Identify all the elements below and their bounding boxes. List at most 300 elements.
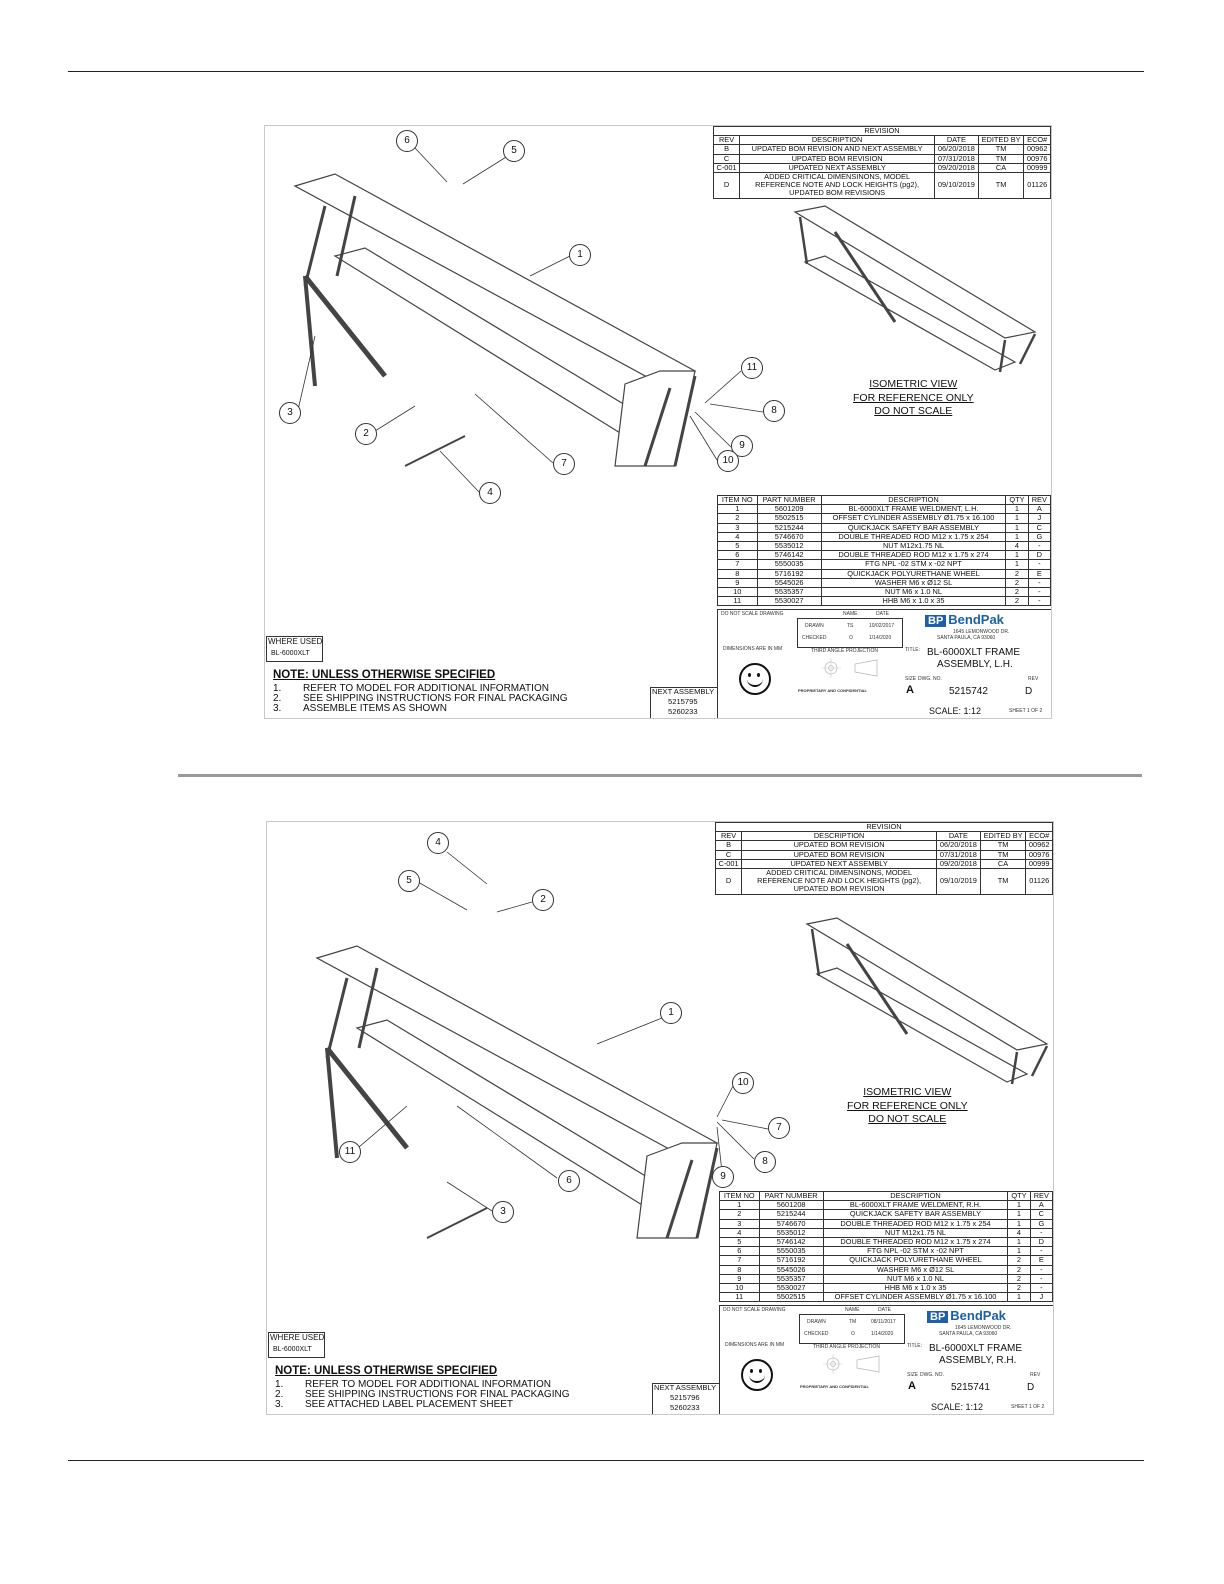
rev-cell: - <box>1028 578 1050 587</box>
eco-cell: 00999 <box>1024 163 1051 172</box>
iso-upright <box>1020 334 1035 364</box>
part-number-cell: 5502515 <box>757 514 821 523</box>
item-no-cell: 5 <box>720 1238 760 1247</box>
part-number-cell: 5746142 <box>757 551 821 560</box>
item-callout: 1 <box>660 1002 682 1024</box>
item-no-cell: 10 <box>718 588 758 597</box>
item-callout: 10 <box>732 1072 754 1094</box>
drawing-sheet-lh <box>264 125 1052 719</box>
drawn-date: 08/11/2017 <box>871 1319 896 1325</box>
item-no-cell: 1 <box>720 1201 760 1210</box>
qty-cell: 1 <box>1008 1238 1030 1247</box>
checked-name: O <box>849 635 853 641</box>
date-cell: 07/31/2018 <box>935 154 979 163</box>
logo-mark: BP <box>925 615 946 627</box>
drawing-number: 5215742 <box>949 686 988 697</box>
address-line-1: 1645 LEMONWOOD DR. <box>955 1325 1012 1331</box>
qty-header: QTY <box>1008 1192 1030 1201</box>
callout-leader <box>705 371 741 403</box>
description-cell: DOUBLE THREADED ROD M12 x 1.75 x 274 <box>823 1238 1008 1247</box>
next-assembly-label: NEXT ASSEMBLY <box>652 687 715 696</box>
rev-cell: C <box>1030 1210 1052 1219</box>
description-cell: ADDED CRITICAL DIMENSINONS, MODEL REFERENCE NOTE AND LOCK HEIGHTS (pg2), UPDATED BOM REVISION <box>742 869 937 895</box>
qty-cell: 4 <box>1006 542 1028 551</box>
iso-note-line: ISOMETRIC VIEW <box>863 1086 952 1098</box>
revision-row <box>716 850 1053 859</box>
where-used-value: BL-6000XLT <box>271 650 310 657</box>
threaded-rod <box>405 436 465 466</box>
qty-cell: 1 <box>1006 532 1028 541</box>
part-number-cell: 5716192 <box>757 569 821 578</box>
note-number: 3. <box>275 1399 284 1410</box>
description-cell: NUT M12x1.75 NL <box>823 1228 1008 1237</box>
item-no-cell: 4 <box>720 1228 760 1237</box>
rev-cell: G <box>1028 532 1050 541</box>
checked-label: CHECKED <box>804 1331 829 1337</box>
revision-value: D <box>1025 686 1033 697</box>
iso-upright <box>800 217 807 264</box>
edited-by-cell: TM <box>980 841 1026 850</box>
eco-cell: 00962 <box>1024 145 1051 154</box>
item-callout: 11 <box>339 1141 361 1163</box>
scale-value: SCALE: 1:12 <box>931 1402 984 1412</box>
rev-label: REV <box>1030 1372 1041 1378</box>
part-number-cell: 5545026 <box>757 578 821 587</box>
revision-value: D <box>1027 1382 1035 1393</box>
note-number: 2. <box>273 693 282 704</box>
item-callout: 5 <box>503 140 525 162</box>
name-label: NAME <box>845 1307 860 1313</box>
rev-cell: - <box>1030 1265 1052 1274</box>
projection-label: THIRD ANGLE PROJECTION <box>811 648 878 654</box>
qty-cell: 2 <box>1008 1284 1030 1293</box>
item-no-cell: 3 <box>720 1219 760 1228</box>
description-cell: UPDATED BOM REVISION <box>740 154 935 163</box>
item-no-header: ITEM NO <box>720 1192 760 1201</box>
item-callout: 5 <box>398 870 420 892</box>
part-number-cell: 5550035 <box>759 1247 823 1256</box>
proprietary-title: PROPRIETARY AND CONFIDENTIAL <box>798 688 867 693</box>
rev-cell: - <box>1030 1274 1052 1283</box>
rev-cell: D <box>716 869 742 895</box>
item-callout: 7 <box>553 453 575 475</box>
note-text: REFER TO MODEL FOR ADDITIONAL INFORMATION <box>305 1379 551 1390</box>
note-text: REFER TO MODEL FOR ADDITIONAL INFORMATION <box>303 683 549 694</box>
note-number: 2. <box>275 1389 284 1400</box>
drawn-date: 10/02/2017 <box>869 623 895 629</box>
rev-cell: C <box>716 850 742 859</box>
qty-cell: 4 <box>1008 1228 1030 1237</box>
eco-cell: 00999 <box>1026 859 1053 868</box>
notes-title: NOTE: UNLESS OTHERWISE SPECIFIED <box>273 669 496 681</box>
callout-leader <box>447 852 487 884</box>
part-number-cell: 5215244 <box>757 523 821 532</box>
item-no-cell: 6 <box>718 551 758 560</box>
drawn-label: DRAWN <box>807 1319 826 1325</box>
qty-cell: 1 <box>1008 1201 1030 1210</box>
logo-text: BendPak <box>950 1308 1006 1323</box>
rev-cell: - <box>1030 1284 1052 1293</box>
rev-cell: J <box>1028 514 1050 523</box>
item-callout: 8 <box>754 1151 776 1173</box>
callout-leader <box>690 416 717 460</box>
description-cell: WASHER M6 x Ø12 SL <box>821 578 1006 587</box>
rev-cell: C <box>1028 523 1050 532</box>
part-number-cell: 5746670 <box>759 1219 823 1228</box>
callout-leader <box>415 148 447 182</box>
part-number-cell: 5530027 <box>757 597 821 606</box>
checked-date: 1/14/2020 <box>869 635 892 641</box>
iso-upright <box>812 929 819 976</box>
title-label: TITLE: <box>907 1343 923 1349</box>
callout-leader <box>717 1122 754 1159</box>
bill-of-materials <box>719 1191 1053 1302</box>
revision-title: REVISION <box>714 127 1051 136</box>
proprietary-title: PROPRIETARY AND CONFIDENTIAL <box>800 1384 869 1389</box>
part-number-cell: 5746142 <box>759 1238 823 1247</box>
description-cell: DOUBLE THREADED ROD M12 x 1.75 x 254 <box>821 532 1006 541</box>
drawn-name: TS <box>847 623 854 629</box>
scale-value: SCALE: 1:12 <box>929 706 982 716</box>
rev-cell: A <box>1030 1201 1052 1210</box>
upright <box>327 978 347 1058</box>
item-no-cell: 7 <box>718 560 758 569</box>
description-cell: BL-6000XLT FRAME WELDMENT, R.H. <box>823 1201 1008 1210</box>
item-no-cell: 8 <box>718 569 758 578</box>
edited-by-header: EDITED BY <box>980 832 1026 841</box>
description-header: DESCRIPTION <box>740 136 935 145</box>
where-used-label: WHERE USED <box>268 637 323 646</box>
qty-cell: 2 <box>1008 1274 1030 1283</box>
item-callout: 3 <box>279 402 301 424</box>
rev-cell: - <box>1028 542 1050 551</box>
bom-row <box>718 523 1051 532</box>
proprietary-notice <box>800 1384 904 1389</box>
isometric-note <box>847 1086 968 1127</box>
eco-cell: 01126 <box>1024 173 1051 199</box>
qty-cell: 1 <box>1006 505 1028 514</box>
item-no-header: ITEM NO <box>718 496 758 505</box>
description-cell: NUT M12x1.75 NL <box>821 542 1006 551</box>
bom-row <box>718 514 1051 523</box>
callout-leader <box>695 412 731 447</box>
callout-leader <box>375 406 415 431</box>
iso-note-line: FOR REFERENCE ONLY <box>853 391 974 404</box>
item-callout: 9 <box>731 435 753 457</box>
checked-name: O <box>851 1331 855 1337</box>
revision-row <box>714 154 1051 163</box>
eco-header: ECO# <box>1026 832 1053 841</box>
sheet-number: SHEET 1 OF 2 <box>1009 708 1043 714</box>
item-no-cell: 11 <box>718 597 758 606</box>
rev-cell: G <box>1030 1219 1052 1228</box>
qty-cell: 1 <box>1006 523 1028 532</box>
qty-cell: 2 <box>1008 1265 1030 1274</box>
upright <box>305 206 325 286</box>
qty-cell: 2 <box>1008 1256 1030 1265</box>
description-cell: DOUBLE THREADED ROD M12 x 1.75 x 274 <box>821 551 1006 560</box>
address-line-1: 1645 LEMONWOOD DR. <box>953 629 1010 635</box>
bendpak-logo <box>925 612 1004 627</box>
eco-cell: 00976 <box>1024 154 1051 163</box>
bom-row <box>720 1219 1053 1228</box>
item-no-cell: 1 <box>718 505 758 514</box>
description-cell: FTG NPL -02 STM x -02 NPT <box>823 1247 1008 1256</box>
edited-by-cell: CA <box>980 859 1026 868</box>
item-callout: 9 <box>712 1166 734 1188</box>
description-header: DESCRIPTION <box>821 496 1006 505</box>
description-cell: WASHER M6 x Ø12 SL <box>823 1265 1008 1274</box>
eco-header: ECO# <box>1024 136 1051 145</box>
drawing-title-line-2: ASSEMBLY, L.H. <box>937 659 1013 670</box>
size-value: A <box>906 684 914 696</box>
item-callout: 3 <box>492 1201 514 1223</box>
qty-cell: 1 <box>1008 1293 1030 1302</box>
sheet-number: SHEET 1 OF 2 <box>1011 1404 1045 1410</box>
next-assembly-label: NEXT ASSEMBLY <box>654 1383 717 1392</box>
item-no-cell: 5 <box>718 542 758 551</box>
rev-cell: A <box>1028 505 1050 514</box>
edited-by-cell: TM <box>978 154 1024 163</box>
description-cell: FTG NPL -02 STM x -02 NPT <box>821 560 1006 569</box>
next-assembly-value: 5260233 <box>670 1403 700 1412</box>
part-number-cell: 5502515 <box>759 1293 823 1302</box>
name-label: NAME <box>843 611 858 617</box>
date-cell: 09/20/2018 <box>935 163 979 172</box>
edited-by-cell: TM <box>980 869 1026 895</box>
edited-by-cell: TM <box>980 850 1026 859</box>
edited-by-cell: CA <box>978 163 1024 172</box>
cylinder <box>305 276 385 376</box>
smiley-icon <box>739 663 771 695</box>
rev-cell: - <box>1030 1228 1052 1237</box>
logo-text: BendPak <box>948 612 1004 627</box>
smiley-icon <box>741 1359 773 1391</box>
do-not-scale-note: DO NOT SCALE DRAWING <box>721 611 784 617</box>
item-no-cell: 7 <box>720 1256 760 1265</box>
bom-row <box>718 578 1051 587</box>
rev-header: REV <box>1028 496 1050 505</box>
revision-row <box>714 145 1051 154</box>
rev-header: REV <box>716 832 742 841</box>
item-no-cell: 4 <box>718 532 758 541</box>
callout-leader <box>440 451 479 492</box>
rev-cell: E <box>1028 569 1050 578</box>
next-assembly-value: 5260233 <box>668 707 698 716</box>
drawing-title-line-1: BL-6000XLT FRAME <box>929 1343 1023 1354</box>
part-number-cell: 5535012 <box>759 1228 823 1237</box>
item-callout: 6 <box>558 1170 580 1192</box>
note-number: 1. <box>275 1379 284 1390</box>
bill-of-materials <box>717 495 1051 606</box>
callout-leader <box>717 1086 733 1117</box>
date-label: DATE <box>876 611 889 617</box>
dimensions-note: DIMENSIONS ARE IN MM <box>723 646 783 652</box>
item-callout: 1 <box>569 244 591 266</box>
date-label: DATE <box>878 1307 891 1313</box>
edited-by-header: EDITED BY <box>978 136 1024 145</box>
description-cell: ADDED CRITICAL DIMENSINONS, MODEL REFERENCE NOTE AND LOCK HEIGHTS (pg2), UPDATED BOM REVISIONS <box>740 173 935 199</box>
qty-cell: 1 <box>1006 551 1028 560</box>
bom-row <box>720 1265 1053 1274</box>
bom-row <box>720 1256 1053 1265</box>
date-cell: 06/20/2018 <box>935 145 979 154</box>
item-callout: 4 <box>427 832 449 854</box>
callout-leader <box>530 256 570 276</box>
qty-cell: 2 <box>1006 578 1028 587</box>
rev-header: REV <box>714 136 740 145</box>
eco-cell: 00962 <box>1026 841 1053 850</box>
where-used-value: BL-6000XLT <box>273 1346 312 1353</box>
item-callout: 10 <box>717 450 739 472</box>
drawn-name: TM <box>849 1319 857 1325</box>
description-cell: QUICKJACK POLYURETHANE WHEEL <box>821 569 1006 578</box>
note-text: SEE ATTACHED LABEL PLACEMENT SHEET <box>305 1399 514 1410</box>
part-number-cell: 5601209 <box>757 505 821 514</box>
date-header: DATE <box>937 832 981 841</box>
projection-label: THIRD ANGLE PROJECTION <box>813 1344 880 1350</box>
rev-cell: - <box>1028 588 1050 597</box>
iso-note-line: FOR REFERENCE ONLY <box>847 1099 968 1112</box>
item-no-cell: 2 <box>720 1210 760 1219</box>
item-no-cell: 3 <box>718 523 758 532</box>
logo-mark: BP <box>927 1311 948 1323</box>
item-no-cell: 11 <box>720 1293 760 1302</box>
drawing-title-line-1: BL-6000XLT FRAME <box>927 647 1021 658</box>
dwg-no-label: DWG. NO. <box>920 1372 944 1378</box>
eco-cell: 01126 <box>1026 869 1053 895</box>
qty-cell: 2 <box>1006 597 1028 606</box>
description-cell: QUICKJACK POLYURETHANE WHEEL <box>823 1256 1008 1265</box>
description-cell: NUT M6 x 1.0 NL <box>821 588 1006 597</box>
rev-cell: J <box>1030 1293 1052 1302</box>
item-callout: 7 <box>768 1117 790 1139</box>
description-cell: QUICKJACK SAFETY BAR ASSEMBLY <box>821 523 1006 532</box>
part-number-cell: 5530027 <box>759 1284 823 1293</box>
part-number-cell: 5550035 <box>757 560 821 569</box>
qty-cell: 1 <box>1008 1210 1030 1219</box>
item-no-cell: 6 <box>720 1247 760 1256</box>
checked-label: CHECKED <box>802 635 827 641</box>
part-number-cell: 5535357 <box>757 588 821 597</box>
isometric-note <box>853 378 974 419</box>
edited-by-cell: TM <box>978 173 1024 199</box>
description-cell: DOUBLE THREADED ROD M12 x 1.75 x 254 <box>823 1219 1008 1228</box>
middle-separator <box>178 774 1142 777</box>
address-line-2: SANTA PAULA, CA 93060 <box>939 1331 998 1337</box>
qty-cell: 2 <box>1006 569 1028 578</box>
qty-cell: 1 <box>1006 560 1028 569</box>
part-number-header: PART NUMBER <box>759 1192 823 1201</box>
callout-leader <box>447 1182 492 1211</box>
size-label: SIZE <box>905 676 917 682</box>
callout-leader <box>497 902 532 912</box>
date-cell: 09/10/2019 <box>935 173 979 199</box>
revision-title: REVISION <box>716 823 1053 832</box>
description-cell: OFFSET CYLINDER ASSEMBLY Ø1.75 x 16.100 <box>821 514 1006 523</box>
rev-cell: C-001 <box>714 163 740 172</box>
bom-row <box>718 597 1051 606</box>
callout-leader <box>597 1018 662 1044</box>
end-frame <box>637 1143 717 1238</box>
item-no-cell: 10 <box>720 1284 760 1293</box>
rev-cell: - <box>1028 560 1050 569</box>
item-callout: 6 <box>396 130 418 152</box>
qty-cell: 1 <box>1008 1247 1030 1256</box>
iso-upright <box>1032 1046 1047 1076</box>
rev-header: REV <box>1030 1192 1052 1201</box>
end-frame <box>615 371 695 466</box>
date-cell: 09/10/2019 <box>937 869 981 895</box>
revision-row <box>716 869 1053 895</box>
item-callout: 11 <box>741 357 763 379</box>
iso-note-line: DO NOT SCALE <box>868 1113 947 1125</box>
qty-cell: 1 <box>1008 1219 1030 1228</box>
checked-date: 1/14/2020 <box>871 1331 894 1337</box>
revision-table <box>715 822 1053 895</box>
date-header: DATE <box>935 136 979 145</box>
callout-leader <box>722 1120 768 1129</box>
description-cell: QUICKJACK SAFETY BAR ASSEMBLY <box>823 1210 1008 1219</box>
rev-label: REV <box>1028 676 1039 682</box>
part-number-cell: 5535012 <box>757 542 821 551</box>
dwg-no-label: DWG. NO. <box>918 676 942 682</box>
rev-cell: D <box>1028 551 1050 560</box>
next-assembly-value: 5215796 <box>670 1393 700 1402</box>
note-number: 3. <box>273 703 282 714</box>
rev-cell: E <box>1030 1256 1052 1265</box>
title-label: TITLE: <box>905 647 921 653</box>
qty-header: QTY <box>1006 496 1028 505</box>
bendpak-logo <box>927 1308 1006 1323</box>
bom-row <box>718 569 1051 578</box>
note-text: SEE SHIPPING INSTRUCTIONS FOR FINAL PACKAGING <box>303 693 568 704</box>
note-text: ASSEMBLE ITEMS AS SHOWN <box>303 703 447 714</box>
rev-cell: C <box>714 154 740 163</box>
description-cell: UPDATED BOM REVISION <box>742 850 937 859</box>
description-cell: HHB M6 x 1.0 x 35 <box>823 1284 1008 1293</box>
bottom-rule <box>68 1460 1144 1461</box>
dimensions-note: DIMENSIONS ARE IN MM <box>725 1342 785 1348</box>
item-callout: 8 <box>763 400 785 422</box>
description-cell: UPDATED NEXT ASSEMBLY <box>740 163 935 172</box>
item-no-cell: 2 <box>718 514 758 523</box>
rev-cell: B <box>714 145 740 154</box>
part-number-cell: 5215244 <box>759 1210 823 1219</box>
revision-table <box>713 126 1051 199</box>
iso-note-line: ISOMETRIC VIEW <box>869 378 958 390</box>
item-no-cell: 9 <box>720 1274 760 1283</box>
where-used-label: WHERE USED <box>270 1333 325 1342</box>
date-cell: 07/31/2018 <box>937 850 981 859</box>
edited-by-cell: TM <box>978 145 1024 154</box>
revision-row <box>714 173 1051 199</box>
description-cell: UPDATED BOM REVISION <box>742 841 937 850</box>
part-number-cell: 5746670 <box>757 532 821 541</box>
rev-cell: - <box>1030 1247 1052 1256</box>
item-callout: 2 <box>355 423 377 445</box>
safety-bar <box>305 276 315 386</box>
item-no-cell: 9 <box>718 578 758 587</box>
callout-leader <box>463 154 511 184</box>
eco-cell: 00976 <box>1026 850 1053 859</box>
drawing-number: 5215741 <box>951 1382 990 1393</box>
item-no-cell: 8 <box>720 1265 760 1274</box>
drawing-title-line-2: ASSEMBLY, R.H. <box>939 1355 1017 1366</box>
drawing-sheet-rh <box>266 821 1054 1415</box>
date-cell: 09/20/2018 <box>937 859 981 868</box>
notes-title: NOTE: UNLESS OTHERWISE SPECIFIED <box>275 1365 498 1377</box>
